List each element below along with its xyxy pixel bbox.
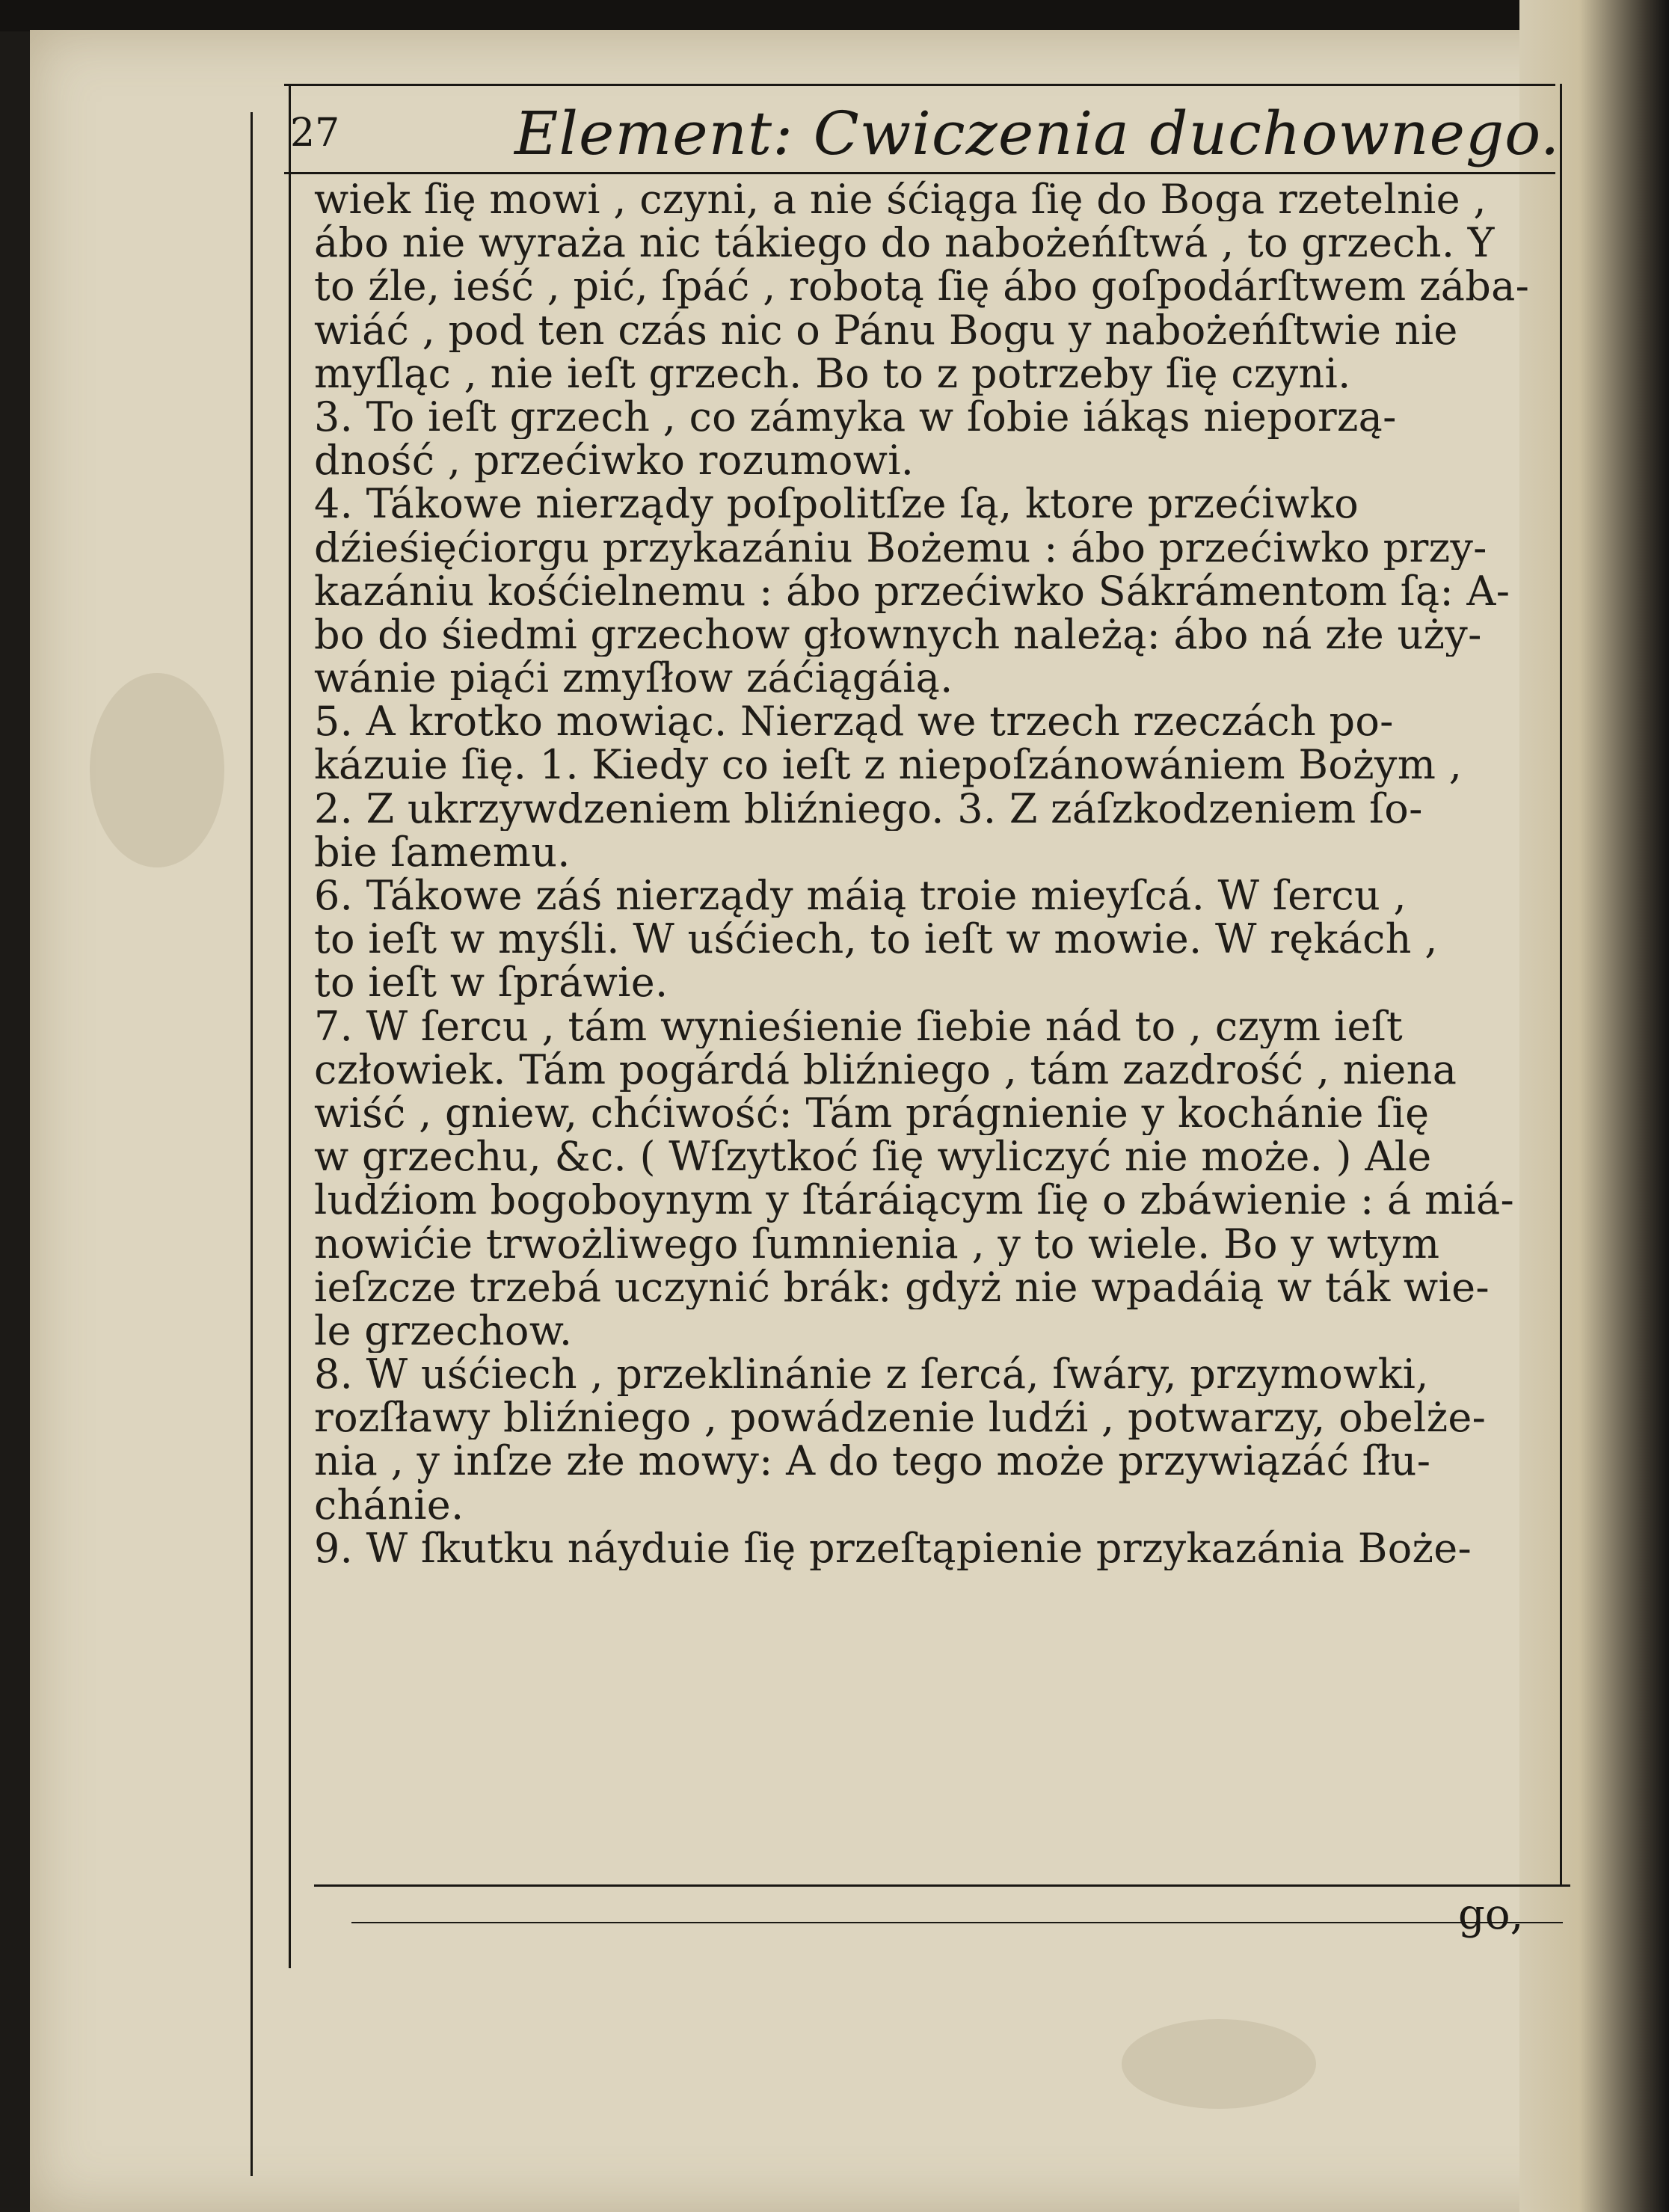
text-line: 8. W uśćiech , przeklinánie z ſercá, ſwáry, przymowki, xyxy=(314,1353,1429,1397)
text-line: człowiek. Tám pogárdá bliźniego , tám zazdrość , niena xyxy=(314,1048,1457,1092)
text-line: w grzechu, &c. ( Wſzytkoć ſię wyliczyć nie może. ) Ale xyxy=(314,1135,1432,1179)
text-line: 5. A krotko mowiąc. Nierząd we trzech rzeczách po- xyxy=(314,700,1394,744)
text-line: kázuie ſię. 1. Kiedy co ieſt z niepoſzánowániem Bożym , xyxy=(314,743,1463,787)
text-line: 6. Tákowe záś nierządy máią troie mieyſcá. W ſercu , xyxy=(314,874,1407,918)
text-line: ludźiom bogoboynym y ſtáráiącym ſię o zbáwienie : á miá- xyxy=(314,1179,1515,1223)
text-line: wánie piąći zmyſłow záćiągáią. xyxy=(314,657,953,701)
paper-stain xyxy=(90,673,224,867)
text-line: wiek ſię mowi , czyni, a nie śćiąga ſię do Boga rzetelnie , xyxy=(314,178,1487,222)
catchword: go, xyxy=(1458,1890,1524,1939)
text-line: kazániu kośćielnemu : ábo przećiwko Sákrámentom ſą: A- xyxy=(314,569,1510,613)
text-line: nowićie trwożliwego ſumnienia , y to wiele. Bo y wtym xyxy=(314,1222,1440,1266)
header-top-rule xyxy=(284,84,1555,86)
text-line: dźieśięćiorgu przykazániu Bożemu : ábo przećiwko przy- xyxy=(314,526,1487,570)
outer-left-rule xyxy=(250,112,253,2176)
page-number: 27 xyxy=(290,111,340,156)
text-line: bo do śiedmi grzechow głownych należą: ábo ná złe uży- xyxy=(314,612,1482,657)
text-line: to ieſt w ſpráwie. xyxy=(314,961,668,1005)
text-line: rozſławy bliźniego , powádzenie ludźi , potwarzy, obelże- xyxy=(314,1396,1487,1440)
text-line: myſląc , nie ieſt grzech. Bo to z potrzeby ſię czyni. xyxy=(314,351,1351,396)
text-line: 3. To ieſt grzech , co zámyka w ſobie iákąs nieporzą- xyxy=(314,395,1397,440)
text-line: to ieſt w myśli. W uśćiech, to ieſt w mowie. W rękách , xyxy=(314,918,1438,962)
header-bottom-rule xyxy=(284,172,1555,174)
text-line: ieſzcze trzebá uczynić brák: gdyż nie wpadáią w ták wie- xyxy=(314,1265,1490,1309)
text-line: to źle, ieść , pić, ſpáć , robotą ſię ábo goſpodárſtwem zába- xyxy=(314,265,1530,309)
text-line: wiáć , pod ten czás nic o Pánu Bogu y nabożeńſtwie nie xyxy=(314,308,1458,352)
body-text xyxy=(314,178,1570,2115)
text-line: 7. W ſercu , tám wynieśienie ſiebie nád to , czym ieſt xyxy=(314,1004,1404,1048)
text-line: dność , przećiwko rozumowi. xyxy=(314,439,915,483)
text-line: 2. Z ukrzywdzeniem bliźniego. 3. Z záſzkodzeniem ſo- xyxy=(314,787,1423,831)
text-line: bie ſamemu. xyxy=(314,830,571,874)
scan-background xyxy=(0,0,1669,31)
text-line: wiść , gniew, chćiwość: Tám prágnienie y kochánie ſię xyxy=(314,1091,1430,1136)
inner-left-rule xyxy=(289,84,291,1968)
text-line: le grzechow. xyxy=(314,1309,573,1354)
text-line: ábo nie wyraża nic tákiego do nabożeńſtwá , to grzech. Y xyxy=(314,221,1495,265)
text-line: nia , y inſze złe mowy: A do tego może przywiązáć ſłu- xyxy=(314,1440,1431,1484)
text-line: 9. W ſkutku náyduie ſię przeſtąpienie przykazánia Boże- xyxy=(314,1526,1472,1570)
text-line: chánie. xyxy=(314,1483,464,1527)
text-line: 4. Tákowe nierządy poſpolitſze ſą, ktore przećiwko xyxy=(314,482,1359,526)
running-title: Element: Cwiczenia duchownego. xyxy=(514,99,1561,168)
page-header xyxy=(290,90,1561,172)
